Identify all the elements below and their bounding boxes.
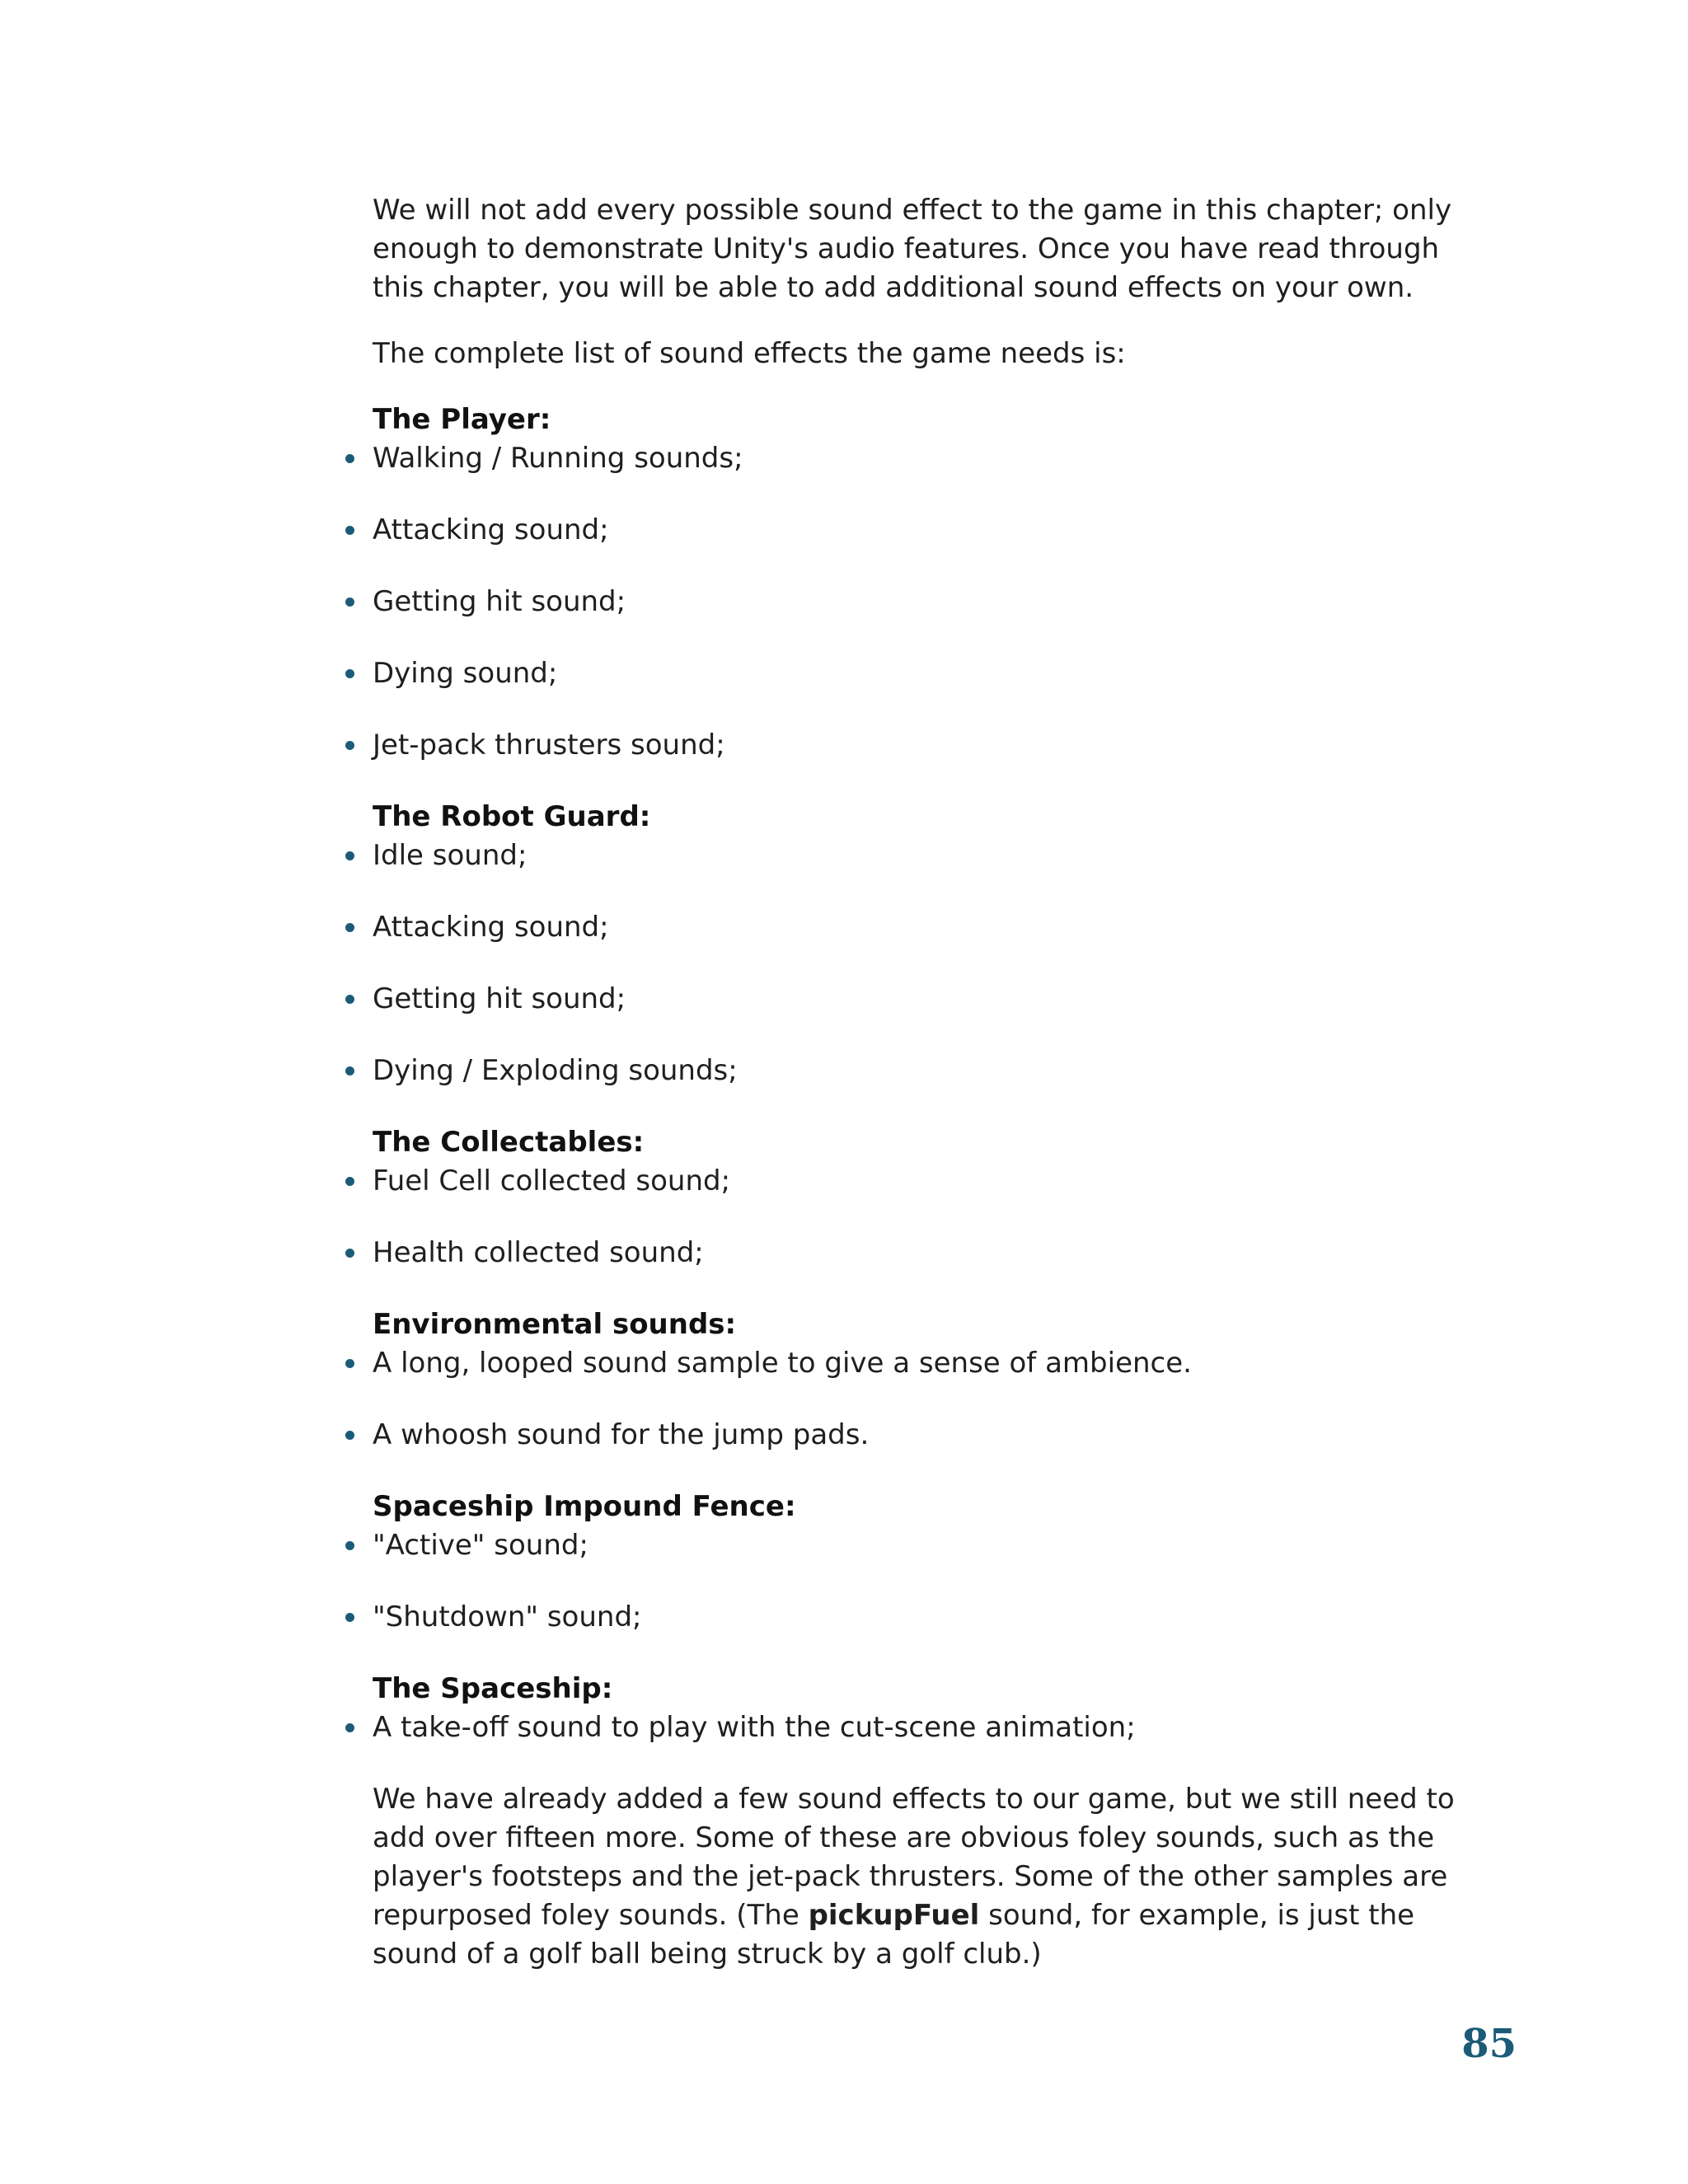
bullet-list	[373, 837, 1493, 1090]
list-item: Attacking sound;	[373, 511, 1493, 550]
closing-paragraph	[373, 1780, 1493, 1974]
section-heading: The Spaceship:	[373, 1672, 613, 1705]
section-spaceship	[373, 1670, 1493, 1747]
bullet-list	[373, 1162, 1493, 1272]
closing-text-start: We have already added a few sound effects to our game, but we still need to add over fifteen more. Some of these are obvious foley sounds, such as the player's footsteps and the jet-pack thrusters. Some of the other samples are repurposed foley sounds. (The	[373, 1783, 1455, 1932]
list-item: "Shutdown" sound;	[373, 1598, 1493, 1637]
list-item: Dying / Exploding sounds;	[373, 1052, 1493, 1090]
list-item: Jet-pack thrusters sound;	[373, 726, 1493, 765]
section-heading: The Collectables:	[373, 1126, 645, 1159]
bullet-list	[373, 1526, 1493, 1637]
list-item: "Active" sound;	[373, 1526, 1493, 1565]
list-item: Attacking sound;	[373, 908, 1493, 947]
list-item: Idle sound;	[373, 837, 1493, 875]
section-heading: The Player:	[373, 403, 551, 436]
section-spaceship-impound-fence	[373, 1488, 1493, 1637]
list-item: Walking / Running sounds;	[373, 439, 1493, 478]
list-item: Fuel Cell collected sound;	[373, 1162, 1493, 1201]
section-robot-guard	[373, 798, 1493, 1090]
list-item: Dying sound;	[373, 654, 1493, 693]
page-body	[373, 191, 1493, 1974]
page-number: 85	[1461, 2021, 1517, 2067]
list-item: A take-off sound to play with the cut-scene animation;	[373, 1708, 1493, 1747]
intro-paragraph-1: We will not add every possible sound effect to the game in this chapter; only enough to demonstrate Unity's audio features. Once you have read through this chapter, you will be able to add additional sound effects on your own.	[373, 194, 1452, 304]
bullet-list	[373, 439, 1493, 765]
list-item: Getting hit sound;	[373, 583, 1493, 621]
bullet-list	[373, 1344, 1493, 1455]
closing-text-end: sound, for example, is just the sound of a golf ball being struck by a golf club.)	[373, 1899, 1415, 1971]
list-item: A whoosh sound for the jump pads.	[373, 1416, 1493, 1455]
closing-bold-term: pickupFuel	[808, 1899, 980, 1932]
section-heading: Environmental sounds:	[373, 1308, 737, 1341]
list-item: Health collected sound;	[373, 1234, 1493, 1272]
list-item: Getting hit sound;	[373, 980, 1493, 1019]
section-heading: Spaceship Impound Fence:	[373, 1490, 796, 1523]
bullet-list	[373, 1708, 1493, 1747]
section-player	[373, 401, 1493, 765]
section-heading: The Robot Guard:	[373, 800, 651, 833]
intro-paragraph-2: The complete list of sound effects the game needs is:	[373, 337, 1126, 370]
section-collectables	[373, 1123, 1493, 1272]
list-item: A long, looped sound sample to give a sense of ambience.	[373, 1344, 1493, 1383]
section-environmental-sounds	[373, 1305, 1493, 1455]
